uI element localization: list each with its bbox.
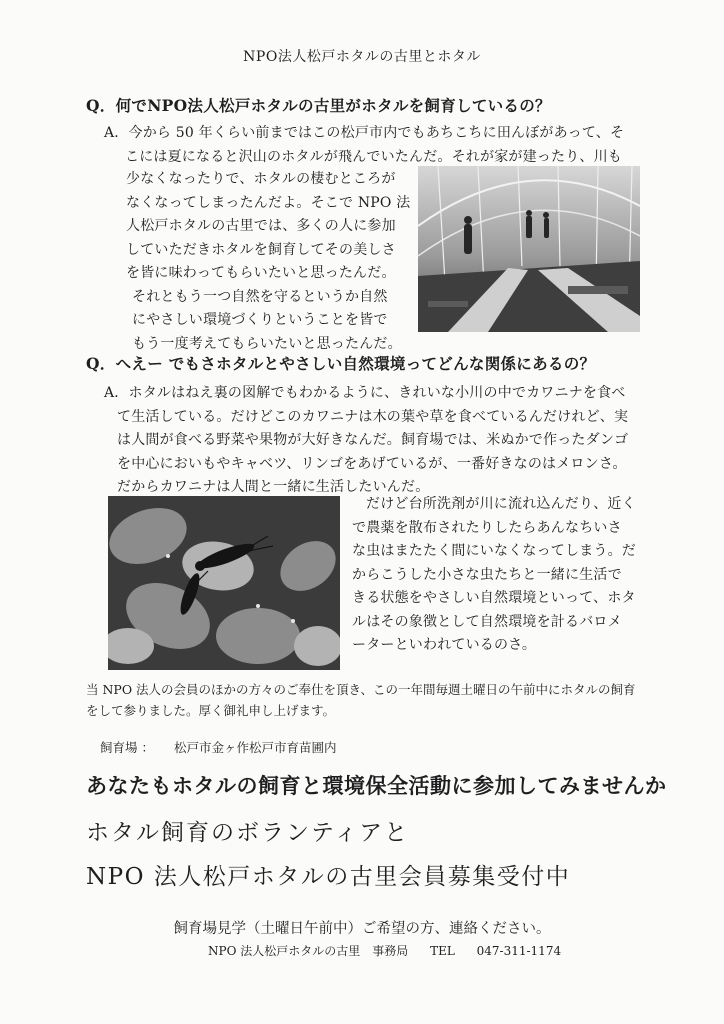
- answer-1-line: していただきホタルを飼育してその美しさ: [126, 241, 396, 258]
- headline-membership: NPO 法人松戸ホタルの古里会員募集受付中: [86, 864, 571, 890]
- answer-2-line: な虫はまたたく間にいなくなってしまう。だ: [352, 543, 636, 559]
- thanks-note: [86, 679, 646, 721]
- answer-1-line: なくなってしまったんだよ。そこで NPO 法: [126, 194, 411, 211]
- answer-1-line: にやさしい環境づくりということを皆で: [132, 312, 388, 328]
- answer-2-line: からこうした小さな虫たちと一緒に生活で: [352, 566, 622, 583]
- thanks-line: 当 NPO 法人の会員のほかの方々のご奉仕を頂き、この一年間毎週土曜日の午前中にホタルの飼育: [86, 682, 636, 697]
- contact-tel: 047-311-1174: [476, 944, 562, 958]
- answer-2-line: だけど台所洗剤が川に流れ込んだり、近く: [366, 496, 636, 512]
- venue-label: 飼育場 ：: [100, 740, 154, 755]
- answer-1-line: A．今から 50 年くらい前まではこの松戸市内でもあちこちに田んぼがあって、そ: [104, 125, 625, 141]
- answer-1-line: それともう一つ自然を守るというか自然: [132, 288, 388, 305]
- headline-invite: あなたもホタルの飼育と環境保全活動に参加してみませんか: [86, 774, 667, 798]
- venue-info: [100, 738, 352, 756]
- answer-1-line: を皆に味わってもらいたいと思ったんだ。: [126, 265, 396, 281]
- answer-2-line: を中心においもやキャベツ、リンゴをあげているが、一番好きなのはメロンさ。: [117, 455, 627, 472]
- answer-1-line: 人松戸ホタルの古里では、多くの人に参加: [126, 218, 396, 234]
- answer-2-line: きる状態をやさしい自然環境といって、ホタ: [352, 590, 636, 606]
- page-title: NPO法人松戸ホタルの古里とホタル: [243, 49, 481, 65]
- contact-tel-label: TEL: [430, 944, 455, 958]
- contact-info: [208, 942, 579, 959]
- greenhouse-illustration: [418, 166, 640, 332]
- visit-request: 飼育場見学（土曜日午前中）ご希望の方、連絡ください。: [173, 921, 551, 937]
- answer-2-wrapped: [352, 493, 644, 658]
- firefly-illustration: [108, 496, 340, 670]
- answer-1-full: [104, 122, 644, 169]
- thanks-line: をして参りました。厚く御礼申し上げます。: [86, 703, 336, 718]
- answer-1-line: こには夏になると沢山のホタルが飛んでいたんだ。それが家が建ったり、川も: [125, 148, 622, 165]
- answer-2-line: で農薬を散布されたりしたらあんなちいさ: [352, 519, 622, 536]
- headline-volunteer: ホタル飼育のボランティアと: [86, 820, 410, 846]
- answer-1-wrapped: [126, 168, 412, 356]
- venue-value: 松戸市金ヶ作松戸市育苗圃内: [173, 740, 337, 755]
- answer-2-full: [104, 382, 644, 500]
- answer-1-line: 少なくなったりで、ホタルの棲むところが: [126, 171, 396, 187]
- firefly-photo: [108, 496, 340, 670]
- question-1: Q．何でNPO法人松戸ホタルの古里がホタルを飼育しているの？: [86, 96, 551, 115]
- answer-2-line: A．ホタルはねえ裏の図解でもわかるように、きれいな小川の中でカワニナを食べ: [104, 385, 626, 401]
- question-2: Q．へえー でもさホタルとやさしい自然環境ってどんな関係にあるの？: [86, 354, 596, 373]
- answer-2-line: ーターといわれているのさ。: [352, 637, 537, 653]
- answer-2-line: だからカワニナは人間と一緒に生活したいんだ。: [117, 479, 430, 495]
- answer-2-line: は人間が食べる野菜や果物が大好きなんだ。飼育場では、米ぬかで作ったダンゴ: [117, 432, 629, 448]
- contact-org: NPO 法人松戸ホタルの古里 事務局: [208, 944, 409, 958]
- answer-2-line: ルはその象徴として自然環境を計るバロメ: [352, 613, 622, 630]
- answer-1-line: もう一度考えてもらいたいと思ったんだ。: [132, 335, 402, 352]
- answer-2-line: て生活している。だけどこのカワニナは木の葉や草を食べているんだけれど、実: [117, 408, 629, 425]
- greenhouse-photo: [418, 166, 640, 332]
